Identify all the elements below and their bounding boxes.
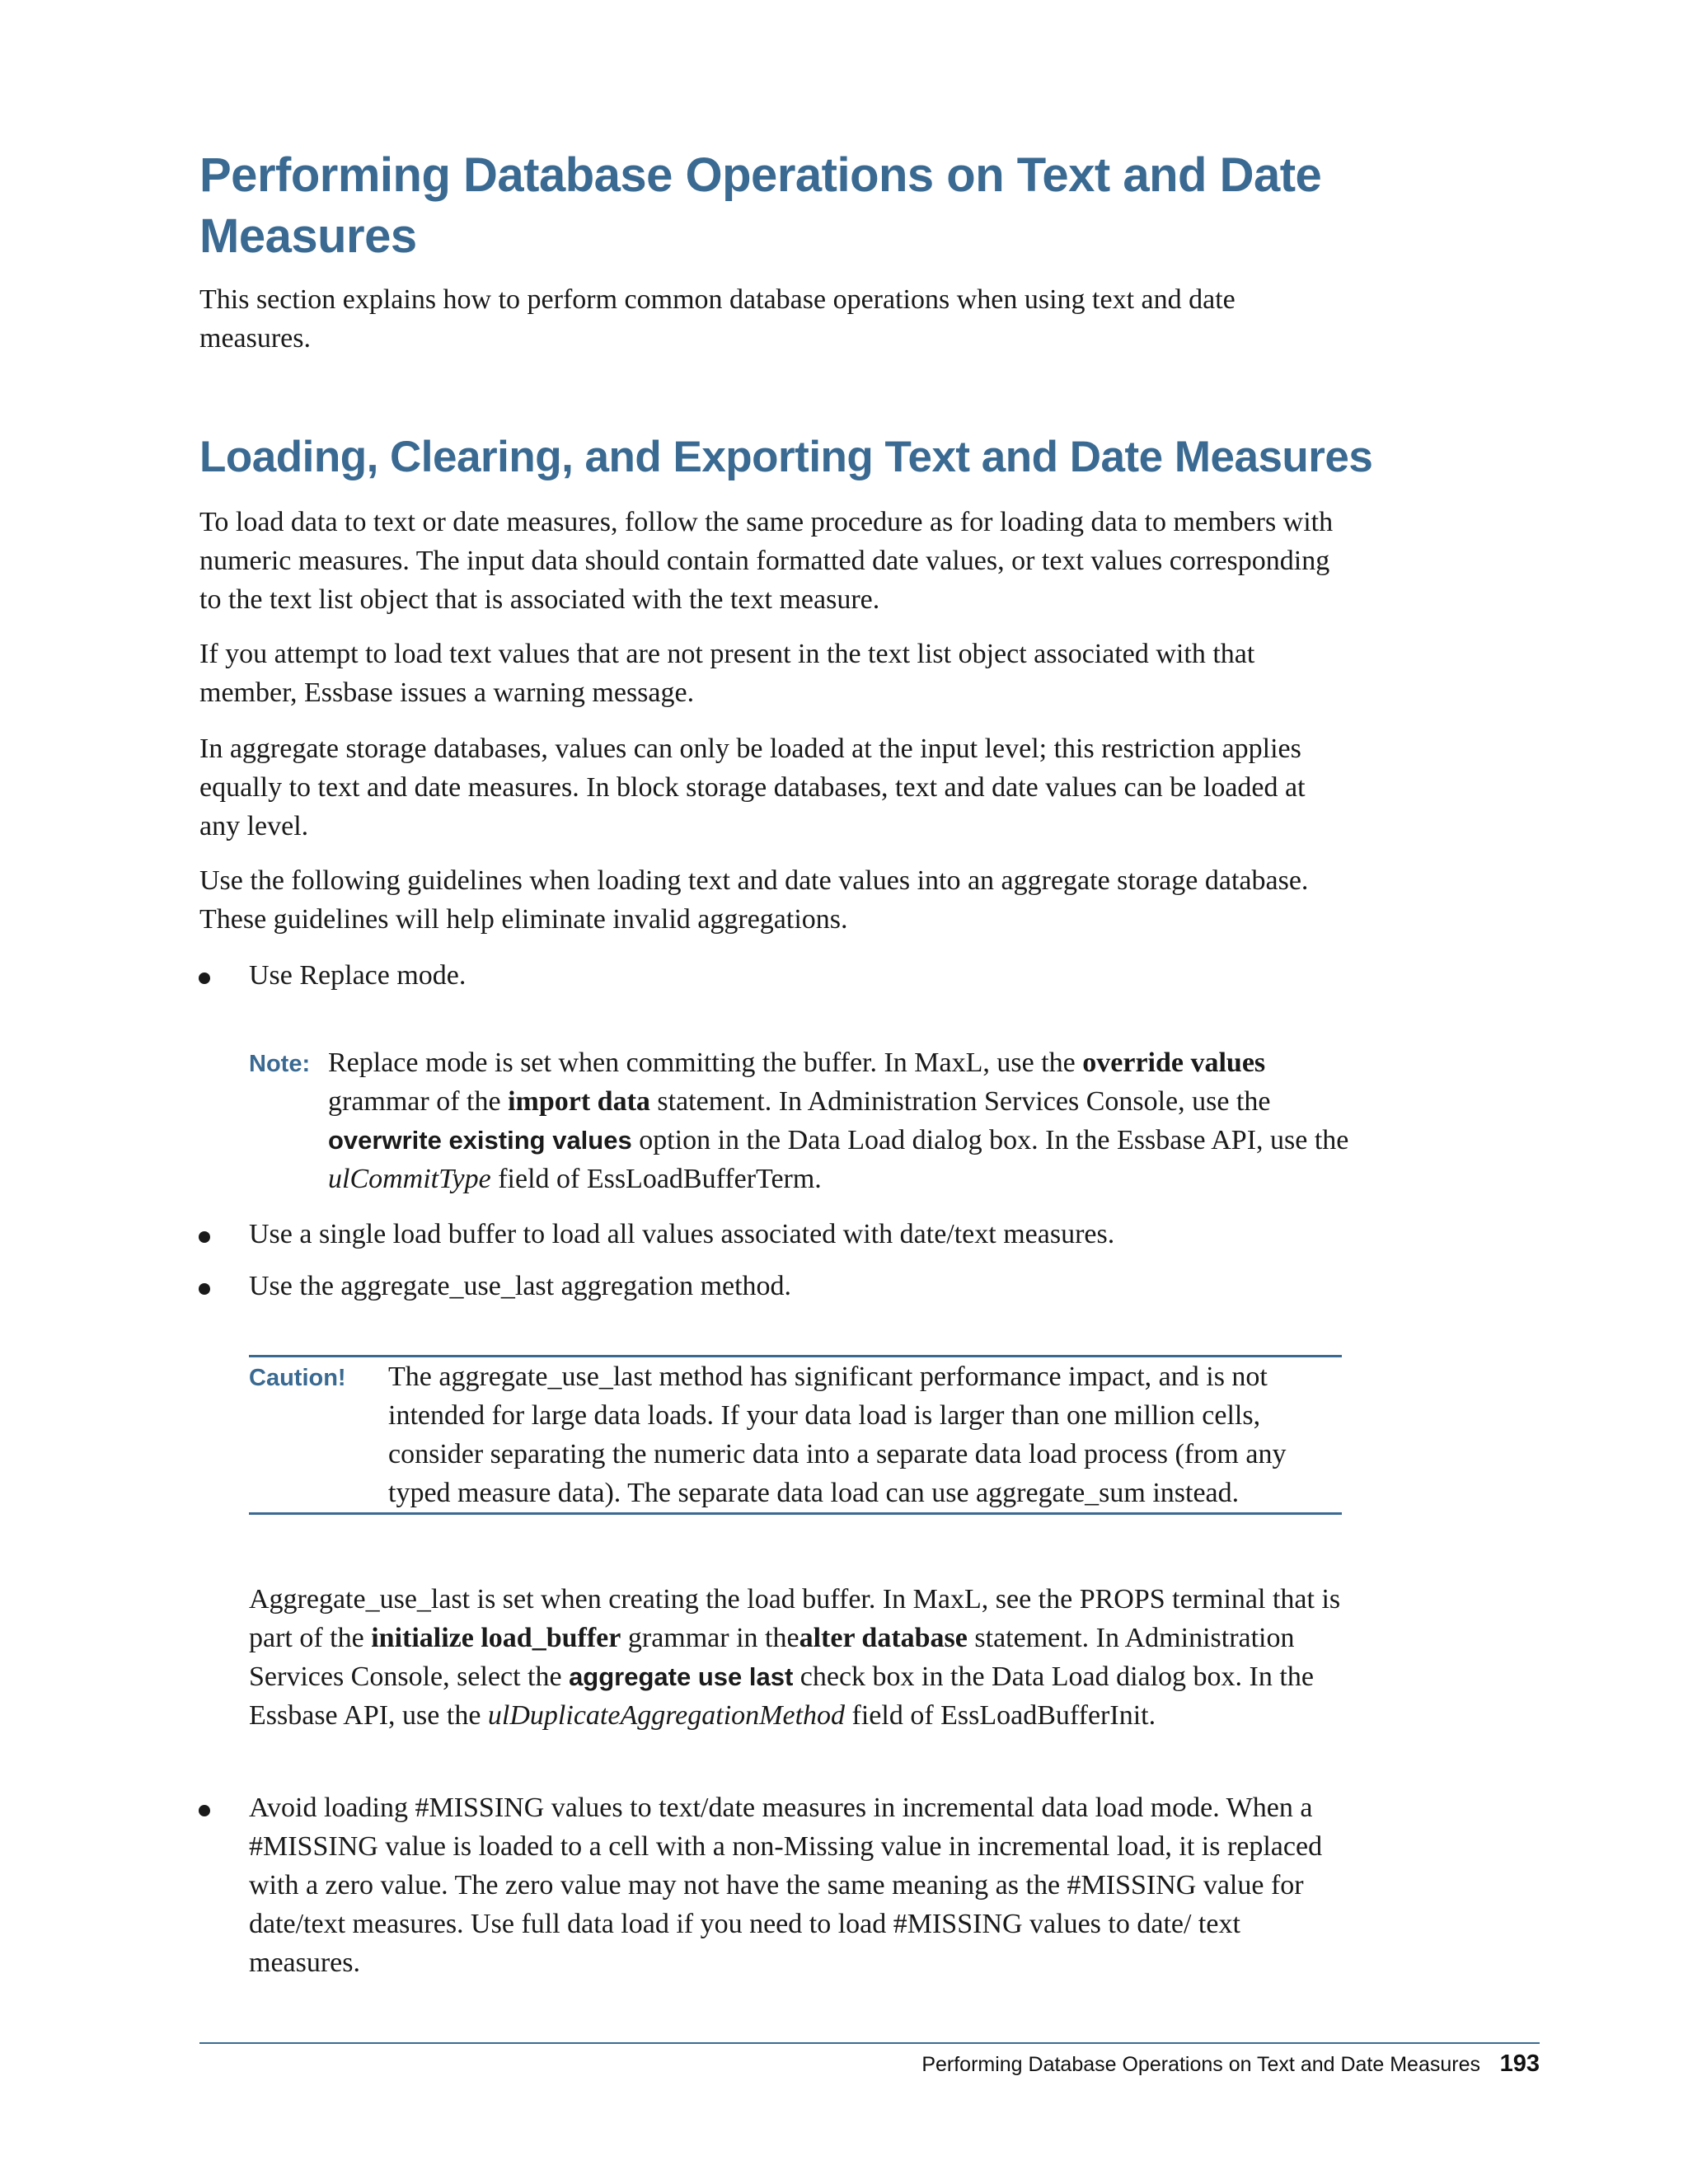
note-import-data: import data: [508, 1086, 650, 1117]
paragraph-aggregate-storage: In aggregate storage databases, values can only be loaded at the input level; this restriction applies equally to text and date measures. In block storage databases, text and date values can be loaded at any level.: [199, 733, 1306, 841]
paragraph-warning: If you attempt to load text values that are not present in the text list object associated with that member, Essbase issues a warning message.: [199, 639, 1255, 708]
bullet-dot: [199, 972, 210, 984]
bullet-dot: [199, 1283, 210, 1295]
bullet-dot: [199, 1805, 210, 1816]
aggregate-use-last-term: aggregate use last: [569, 1662, 794, 1691]
bullet-single-load-buffer: Use a single load buffer to load all values associated with date/text measures.: [249, 1219, 1115, 1249]
bullet-avoid-missing: Avoid loading #MISSING values to text/date measures in incremental data load mode. When a #MISSING value is loaded to a cell with a non-Missing value in incremental load, it is replaced with a zero value. The zero value may not have the same meaning as the #MISSING value for date/text measures. Use full data load if you need to load #MISSING values to date/ text measures.: [249, 1793, 1323, 1978]
section-heading: Loading, Clearing, and Exporting Text and Date Measures: [199, 433, 1373, 481]
aggregate-use-last-paragraph: Aggregate_use_last is set when creating the load buffer. In MaxL, see the PROPS terminal that is part of the initialize load_buffer grammar in thealter database statement. In Administration Services Console, select the aggregate use last check box in the Data Load dialog box. In the Essbase API, use the ulDuplicateAggregationMethod field of EssLoadBufferInit.: [249, 1584, 1341, 1731]
footer-rule: [199, 2042, 1540, 2044]
bullet-dot: [199, 1231, 210, 1243]
note-overwrite-existing-values: overwrite existing values: [328, 1126, 632, 1155]
initialize-load-buffer-term: initialize load_buffer: [371, 1623, 621, 1653]
page-title: Performing Database Operations on Text and Date Measures: [199, 148, 1322, 263]
intro-paragraph: This section explains how to perform common database operations when using text and date measures.: [199, 284, 1236, 354]
note-label: Note:: [249, 1051, 311, 1077]
page-number: 193: [1499, 2050, 1540, 2077]
caution-text: The aggregate_use_last method has significant performance impact, and is not intended for large data loads. If your data load is larger than one million cells, consider separating the numeric data into a separate data load process (from any typed measure data). The separate data load can use aggregate_sum instead.: [388, 1361, 1287, 1508]
ulduplicateaggregationmethod-term: ulDuplicateAggregationMethod: [487, 1700, 846, 1731]
paragraph-guidelines: Use the following guidelines when loading text and date values into an aggregate storage database. These guidelines will help eliminate invalid aggregations.: [199, 865, 1309, 935]
note-text: Replace mode is set when committing the buffer. In MaxL, use the override values grammar of the import data statement. In Administration Services Console, use the overwrite existing values option in the Data Load dialog box. In the Essbase API, use the ulCommitType field of EssLoadBufferTerm.: [328, 1047, 1349, 1194]
note-ulcommittype: ulCommitType: [328, 1164, 491, 1194]
footer-title: Performing Database Operations on Text and Date Measures: [921, 2053, 1480, 2076]
alter-database-term: alter database: [799, 1623, 968, 1653]
note-override-values: override values: [1082, 1047, 1266, 1078]
caution-label: Caution!: [249, 1365, 346, 1391]
paragraph-load-procedure: To load data to text or date measures, follow the same procedure as for loading data to members with numeric measures. The input data should contain formatted date values, or text values corresponding to the text list object that is associated with the text measure.: [199, 507, 1334, 615]
caution-bottom-rule: [249, 1512, 1342, 1515]
bullet-replace-mode: Use Replace mode.: [249, 960, 467, 991]
bullet-aggregate-use-last: Use the aggregate_use_last aggregation method.: [249, 1271, 792, 1301]
